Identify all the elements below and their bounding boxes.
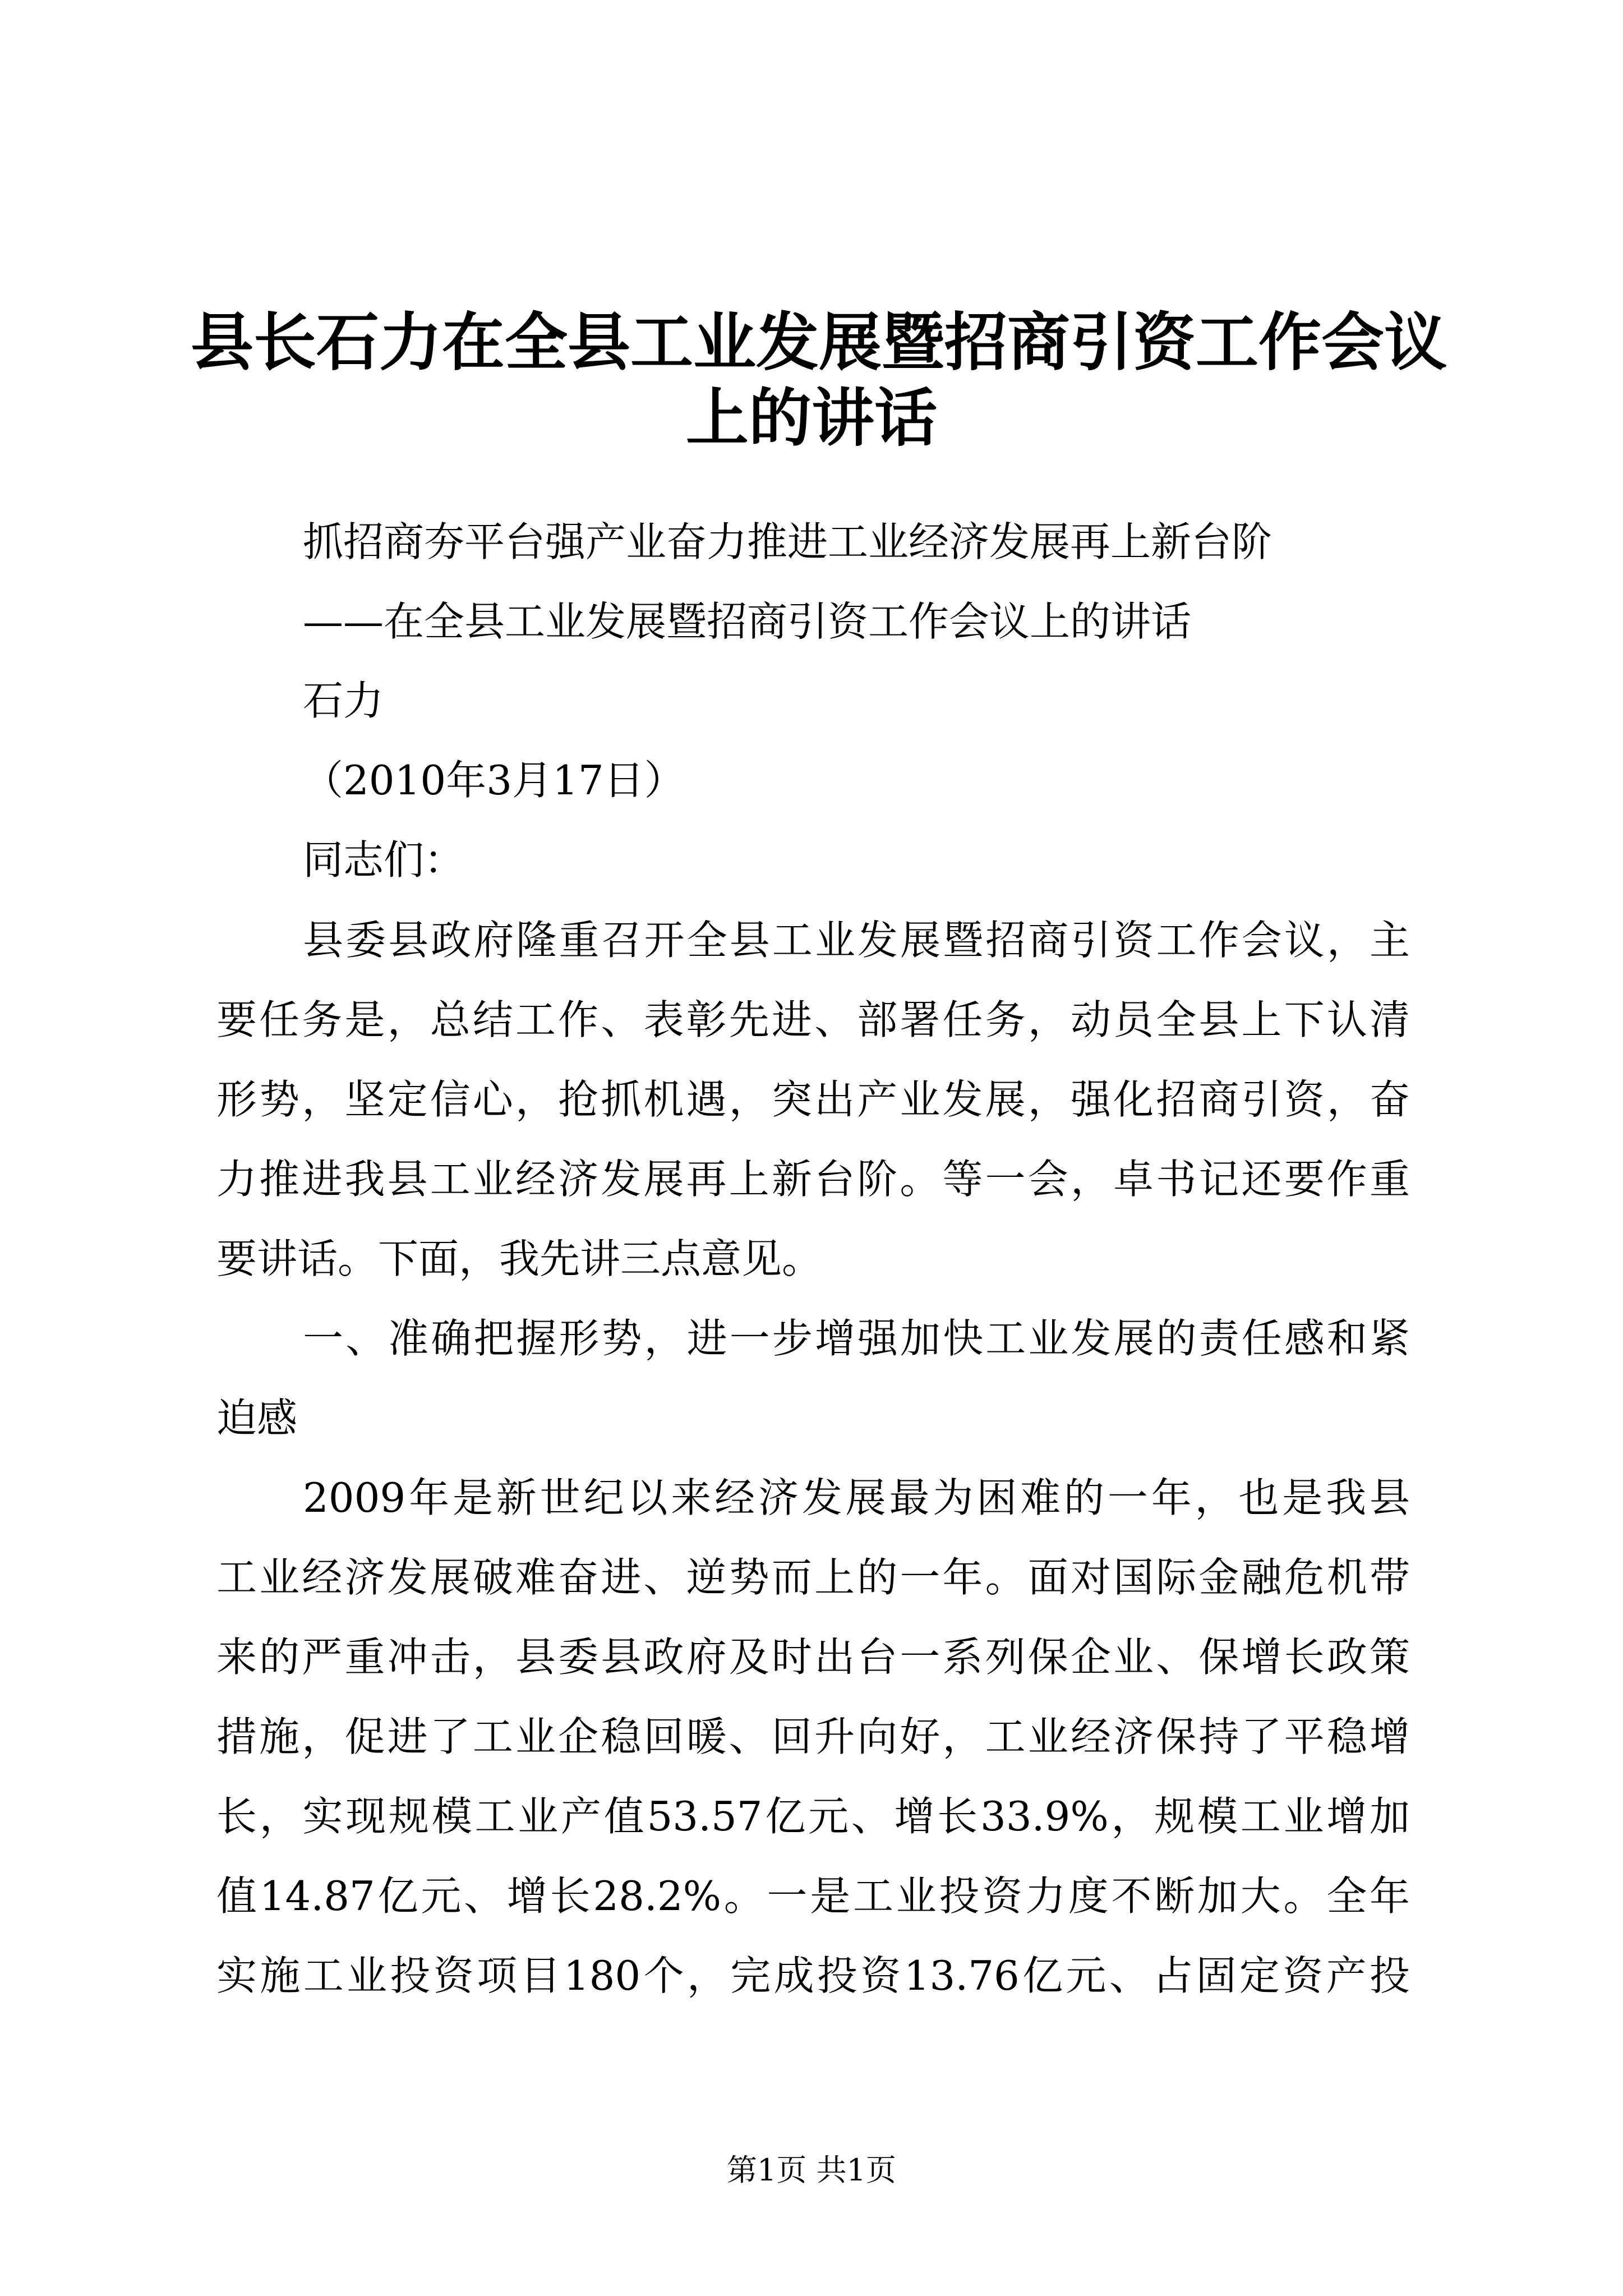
paragraph-line: 措施，促进了工业企稳回暖、回升向好，工业经济保持了平稳增 [216,1713,1410,1760]
paragraph-line: 力推进我县工业经济发展再上新台阶。等一会，卓书记还要作重 [216,1156,1410,1203]
speech-subtitle: 抓招商夯平台强产业奋力推进工业经济发展再上新台阶 [303,518,1272,565]
paragraph-line: 实施工业投资项目180个，完成投资13.76亿元、占固定资产投 [216,1952,1410,1999]
speech-date: （2010年3月17日） [303,757,685,804]
document-title-line-1: 县长石力在全县工业发展暨招商引资工作会议 [191,306,1447,379]
salutation: 同志们： [303,836,465,884]
paragraph-line: 来的严重冲击，县委县政府及时出台一系列保企业、保增长政策 [216,1634,1410,1681]
speech-author: 石力 [303,677,384,724]
page-number-footer: 第1页 共1页 [727,2152,896,2188]
section-heading: 迫感 [216,1395,298,1442]
paragraph-line: 值14.87亿元、增长28.2%。一是工业投资力度不断加大。全年 [216,1872,1410,1920]
paragraph-line: 2009年是新世纪以来经济发展最为困难的一年，也是我县 [303,1474,1410,1521]
document-title-line-2: 上的讲话 [686,381,937,455]
speech-subtitle-2: ——在全县工业发展暨招商引资工作会议上的讲话 [303,598,1192,645]
section-heading: 一、准确把握形势，进一步增强加快工业发展的责任感和紧 [303,1315,1410,1362]
paragraph-line: 长，实现规模工业产值53.57亿元、增长33.9%，规模工业增加 [216,1793,1410,1840]
paragraph-line: 县委县政府隆重召开全县工业发展暨招商引资工作会议，主 [303,917,1410,964]
paragraph-line: 要讲话。下面，我先讲三点意见。 [216,1235,823,1282]
paragraph-line: 形势，坚定信心，抢抓机遇，突出产业发展，强化招商引资，奋 [216,1076,1410,1123]
paragraph-line: 要任务是，总结工作、表彰先进、部署任务，动员全县上下认清 [216,996,1410,1043]
paragraph-line: 工业经济发展破难奋进、逆势而上的一年。面对国际金融危机带 [216,1554,1410,1601]
